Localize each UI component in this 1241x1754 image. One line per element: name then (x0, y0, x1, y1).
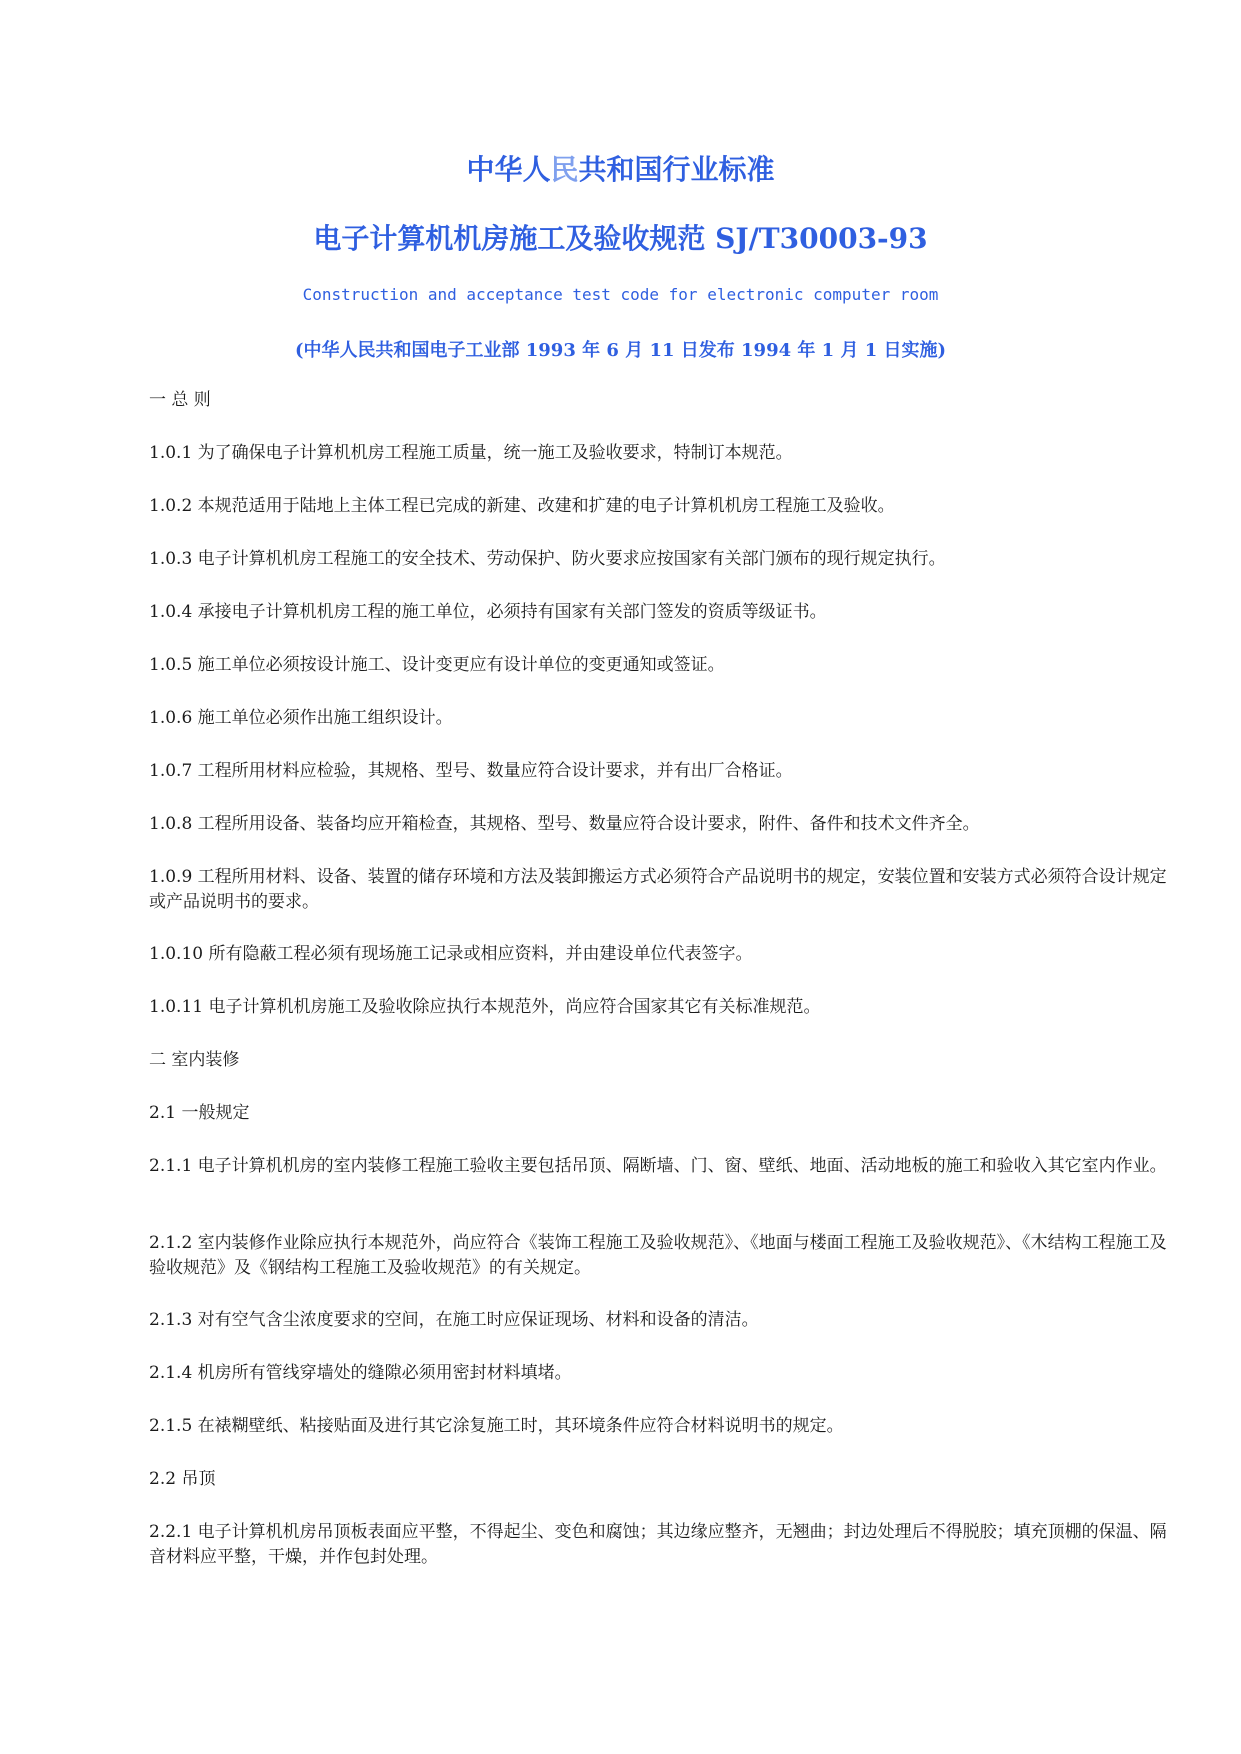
paragraph: 1.0.9 工程所用材料、设备、装置的储存环境和方法及装卸搬运方式必须符合产品说明书的规定，安装位置和安装方式必须符合设计规定或产品说明书的要求。 (149, 867, 1167, 912)
paragraph: 1.0.4 承接电子计算机机房工程的施工单位，必须持有国家有关部门签发的资质等级证书。 (149, 602, 827, 622)
paragraph: 1.0.8 工程所用设备、装备均应开箱检查，其规格、型号、数量应符合设计要求，附件、备件和技术文件齐全。 (149, 814, 980, 834)
paragraph: 1.0.10 所有隐蔽工程必须有现场施工记录或相应资料，并由建设单位代表签字。 (149, 944, 753, 964)
paragraph: 1.0.3 电子计算机机房工程施工的安全技术、劳动保护、防火要求应按国家有关部门颁布的现行规定执行。 (149, 549, 946, 569)
paragraph: 2.1.5 在裱糊壁纸、粘接贴面及进行其它涂复施工时，其环境条件应符合材料说明书的规定。 (149, 1416, 844, 1436)
paragraph: 1.0.11 电子计算机机房施工及验收除应执行本规范外，尚应符合国家其它有关标准规范。 (149, 997, 821, 1017)
issue-note: (中华人民共和国电子工业部 1993 年 6 月 11 日发布 1994 年 1 月 1 日实施) (294, 340, 947, 361)
paragraph: 2.1.1 电子计算机机房的室内装修工程施工验收主要包括吊顶、隔断墙、门、窗、壁纸、地面、活动地板的施工和验收入其它室内作业。 (149, 1156, 1167, 1176)
paragraph: 1.0.5 施工单位必须按设计施工、设计变更应有设计单位的变更通知或签证。 (149, 655, 725, 675)
document-subtitle: 电子计算机机房施工及验收规范 SJ/T30003-93 (313, 222, 928, 255)
title-part-2: 民 (550, 153, 579, 186)
document-title (0, 148, 1241, 188)
paragraph: 1.0.7 工程所用材料应检验，其规格、型号、数量应符合设计要求，并有出厂合格证。 (149, 761, 793, 781)
title-part-3: 共和国行业标准 (578, 153, 775, 186)
section-heading: 二 室内装修 (149, 1050, 240, 1070)
paragraph: 1.0.6 施工单位必须作出施工组织设计。 (149, 708, 453, 728)
paragraph: 2.2.1 电子计算机机房吊顶板表面应平整，不得起尘、变色和腐蚀；其边缘应整齐，无翘曲；封边处理后不得脱胶；填充顶棚的保温、隔音材料应平整，干燥，并作包封处理。 (149, 1522, 1167, 1567)
title-part-1: 中华人 (466, 153, 551, 186)
paragraph: 2.1.3 对有空气含尘浓度要求的空间，在施工时应保证现场、材料和设备的清洁。 (149, 1310, 759, 1330)
paragraph: 1.0.2 本规范适用于陆地上主体工程已完成的新建、改建和扩建的电子计算机机房工程施工及验收。 (149, 496, 895, 516)
paragraph: 2.1.4 机房所有管线穿墙处的缝隙必须用密封材料填堵。 (149, 1363, 572, 1383)
english-title: Construction and acceptance test code for electronic computer room (302, 285, 939, 304)
paragraph: 2.1.2 室内装修作业除应执行本规范外，尚应符合《装饰工程施工及验收规范》、《地面与楼面工程施工及验收规范》、《木结构工程施工及验收规范》及《钢结构工程施工及验收规范》的有关规定。 (149, 1233, 1167, 1278)
subsection-heading: 2.1 一般规定 (149, 1103, 250, 1123)
section-heading: 一 总 则 (149, 390, 211, 410)
subsection-heading: 2.2 吊顶 (149, 1469, 216, 1489)
paragraph: 1.0.1 为了确保电子计算机机房工程施工质量，统一施工及验收要求，特制订本规范。 (149, 443, 793, 463)
